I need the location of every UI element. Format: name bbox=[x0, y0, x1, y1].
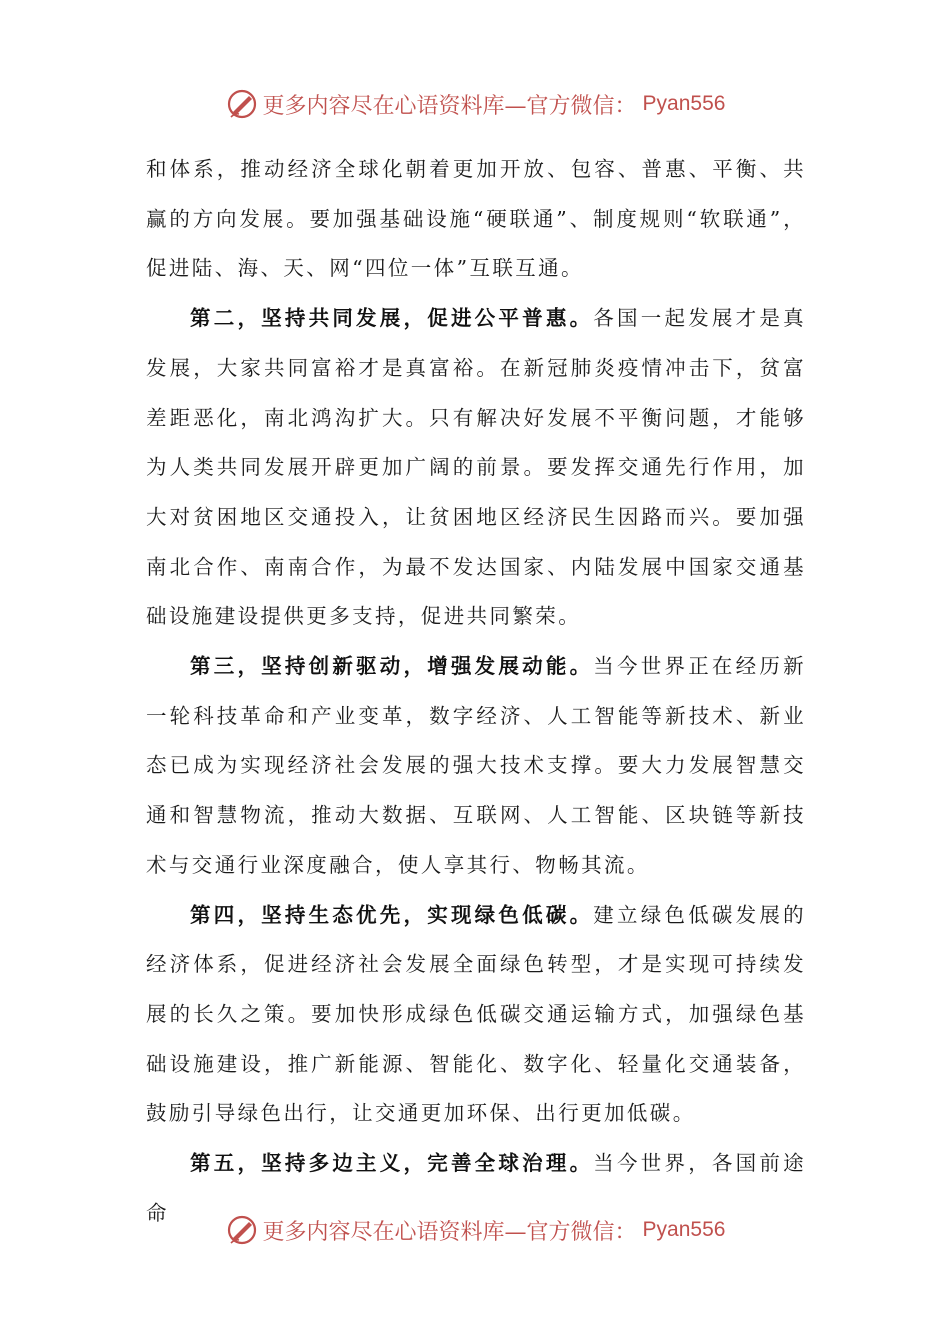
paragraph-heading: 第四，坚持生态优先，实现绿色低碳。 bbox=[190, 902, 594, 927]
header-wechat-id: Pyan556 bbox=[642, 92, 726, 115]
paragraph-text: 当今世界，各国前途命 bbox=[146, 1151, 806, 1225]
paragraph-heading: 第五，坚持多边主义，完善全球治理。 bbox=[190, 1151, 594, 1176]
footer-banner bbox=[0, 1210, 950, 1250]
paragraph-3 bbox=[146, 642, 806, 891]
paragraph-2 bbox=[146, 294, 806, 642]
paragraph-text: 建立绿色低碳发展的经济体系，促进经济社会发展全面绿色转型，才是实现可持续发展的长久之策。要加快形成绿色低碳交通运输方式，加强绿色基础设施建设，推广新能源、智能化、数字化、轻量化交通装备，鼓励引导绿色出行，让交通更加环保、出行更加低碳。 bbox=[146, 902, 806, 1126]
paragraph-1 bbox=[146, 145, 806, 294]
document-body bbox=[146, 145, 806, 1238]
footer-wechat-id: Pyan556 bbox=[642, 1218, 726, 1241]
paragraph-4 bbox=[146, 891, 806, 1140]
header-brand-text: 更多内容尽在心语资料库—官方微信： bbox=[262, 93, 637, 119]
pen-logo-icon bbox=[225, 1213, 259, 1247]
pen-logo-icon bbox=[225, 87, 259, 121]
header-banner bbox=[0, 84, 950, 124]
paragraph-heading: 第二，坚持共同发展，促进公平普惠。 bbox=[190, 306, 594, 331]
paragraph-text: 和体系，推动经济全球化朝着更加开放、包容、普惠、平衡、共赢的方向发展。要加强基础设施“硬联通”、制度规则“软联通”，促进陆、海、天、网“四位一体”互联互通。 bbox=[146, 157, 806, 281]
footer-brand-text: 更多内容尽在心语资料库—官方微信： bbox=[262, 1219, 637, 1245]
paragraph-heading: 第三，坚持创新驱动，增强发展动能。 bbox=[190, 654, 594, 679]
paragraph-text: 各国一起发展才是真发展，大家共同富裕才是真富裕。在新冠肺炎疫情冲击下，贫富差距恶化，南北鸿沟扩大。只有解决好发展不平衡问题，才能够为人类共同发展开辟更加广阔的前景。要发挥交通先行作用，加大对贫困地区交通投入，让贫困地区经济民生因路而兴。要加强南北合作、南南合作，为最不发达国家、内陆发展中国家交通基础设施建设提供更多支持，促进共同繁荣。 bbox=[146, 306, 806, 629]
paragraph-text: 当今世界正在经历新一轮科技革命和产业变革，数字经济、人工智能等新技术、新业态已成为实现经济社会发展的强大技术支撑。要大力发展智慧交通和智慧物流，推动大数据、互联网、人工智能、区块链等新技术与交通行业深度融合，使人享其行、物畅其流。 bbox=[146, 654, 806, 877]
